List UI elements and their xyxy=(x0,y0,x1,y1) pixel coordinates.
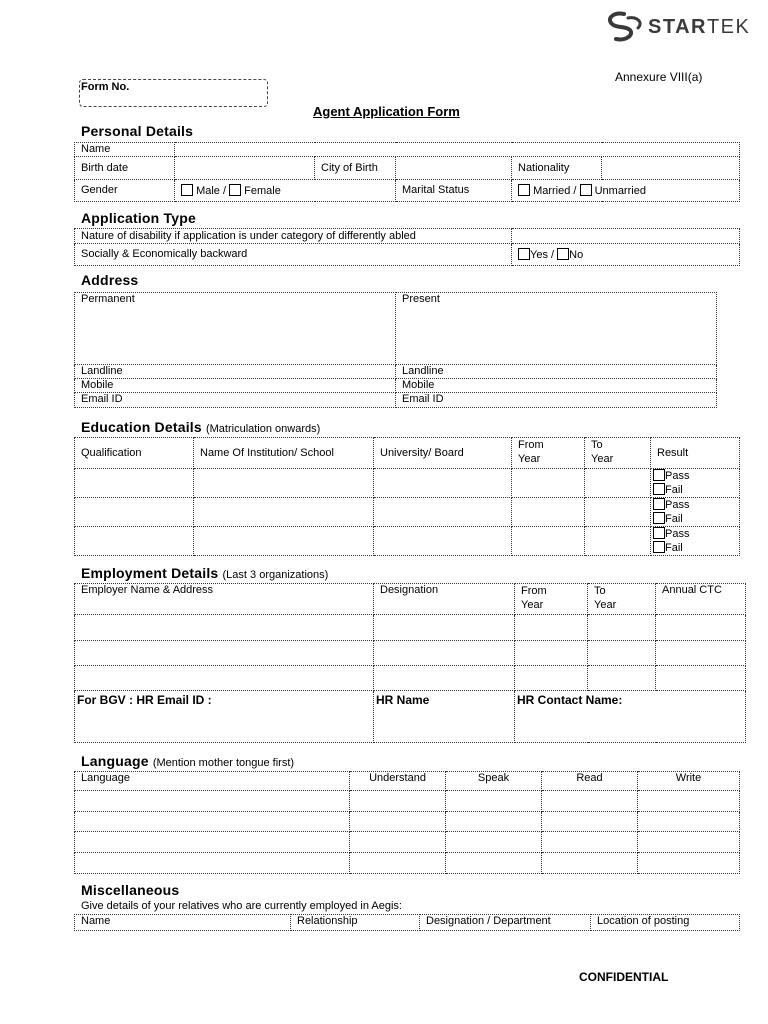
present-landline-field[interactable] xyxy=(396,365,717,379)
birth-date-field[interactable] xyxy=(175,157,315,180)
employment-subheading: (Last 3 organizations) xyxy=(222,569,329,581)
form-no-box[interactable] xyxy=(79,79,268,107)
yes-checkbox[interactable] xyxy=(518,248,530,260)
birth-date-label: Birth date xyxy=(75,157,175,180)
pass-checkbox[interactable] xyxy=(653,469,665,481)
col-name: Name xyxy=(75,915,291,931)
language-row xyxy=(75,791,740,812)
application-type-table xyxy=(74,228,740,266)
relatives-note: Give details of your relatives who are currently employed in Aegis: xyxy=(81,900,402,912)
present-mobile-field[interactable] xyxy=(396,379,717,393)
unmarried-label: Unmarried xyxy=(594,184,646,197)
employment-table xyxy=(74,583,746,743)
hr-email-field[interactable] xyxy=(75,691,374,743)
mobile-label: Mobile xyxy=(402,379,435,391)
startek-logo xyxy=(604,8,750,44)
yes-label: Yes / xyxy=(530,248,555,261)
language-row xyxy=(75,853,740,874)
mobile-label: Mobile xyxy=(81,379,114,391)
name-label: Name xyxy=(75,143,175,157)
personal-details-table xyxy=(74,142,740,202)
male-checkbox[interactable] xyxy=(181,184,193,196)
city-of-birth-label: City of Birth xyxy=(315,157,396,180)
permanent-address-field[interactable] xyxy=(75,293,396,365)
col-university: University/ Board xyxy=(374,438,512,469)
address-heading: Address xyxy=(81,272,139,288)
present-label: Present xyxy=(402,293,440,305)
miscellaneous-heading: Miscellaneous xyxy=(81,882,180,898)
unmarried-checkbox[interactable] xyxy=(580,184,592,196)
name-field[interactable] xyxy=(175,143,740,157)
col-write: Write xyxy=(638,772,740,791)
nationality-field[interactable] xyxy=(602,157,740,180)
employment-heading xyxy=(81,565,328,581)
col-relationship: Relationship xyxy=(291,915,420,931)
no-label: No xyxy=(569,248,584,261)
gender-label: Gender xyxy=(75,180,175,202)
gender-options xyxy=(175,180,396,202)
female-checkbox[interactable] xyxy=(229,184,241,196)
fail-checkbox[interactable] xyxy=(653,512,665,524)
pass-checkbox[interactable] xyxy=(653,527,665,539)
col-understand: Understand xyxy=(350,772,446,791)
backward-label: Socially & Economically backward xyxy=(75,244,512,266)
form-title: Agent Application Form xyxy=(313,104,460,119)
col-speak: Speak xyxy=(446,772,542,791)
fail-checkbox[interactable] xyxy=(653,541,665,553)
permanent-landline-field[interactable] xyxy=(75,365,396,379)
language-heading-text: Language xyxy=(81,753,149,769)
col-to-year: To Year xyxy=(588,584,656,615)
permanent-email-field[interactable] xyxy=(75,393,396,408)
married-checkbox[interactable] xyxy=(518,184,530,196)
permanent-label: Permanent xyxy=(81,293,135,305)
col-institution: Name Of Institution/ School xyxy=(194,438,374,469)
employment-heading-text: Employment Details xyxy=(81,565,219,581)
annexure-label: Annexure VIII(a) xyxy=(615,70,703,84)
col-result: Result xyxy=(651,438,740,469)
landline-label: Landline xyxy=(402,365,444,377)
col-read: Read xyxy=(542,772,638,791)
hr-details-row xyxy=(75,691,746,743)
present-address-field[interactable] xyxy=(396,293,717,365)
col-designation-department: Designation / Department xyxy=(420,915,591,931)
language-table xyxy=(74,771,740,874)
education-heading-text: Education Details xyxy=(81,419,202,435)
female-label: Female xyxy=(244,184,281,197)
col-to-year: To Year xyxy=(585,438,651,469)
no-checkbox[interactable] xyxy=(557,248,569,260)
col-from-year: From Year xyxy=(512,438,585,469)
male-label: Male / xyxy=(196,184,227,197)
hr-contact-label: HR Contact Name: xyxy=(517,693,623,707)
permanent-mobile-field[interactable] xyxy=(75,379,396,393)
nationality-label: Nationality xyxy=(512,157,602,180)
col-from-year: From Year xyxy=(515,584,588,615)
form-no-label: Form No. xyxy=(81,81,130,93)
startek-swirl-icon xyxy=(604,8,648,44)
address-table xyxy=(74,292,717,408)
logo-text-star: STAR xyxy=(648,16,707,38)
hr-name-field[interactable] xyxy=(374,691,515,743)
hr-name-label: HR Name xyxy=(376,693,430,707)
col-language: Language xyxy=(75,772,350,791)
language-row xyxy=(75,832,740,853)
col-employer: Employer Name & Address xyxy=(75,584,374,615)
education-row xyxy=(75,498,740,527)
col-location-of-posting: Location of posting xyxy=(591,915,740,931)
personal-details-heading: Personal Details xyxy=(81,123,194,139)
result-options: Pass Fail xyxy=(651,498,740,527)
col-qualification: Qualification xyxy=(75,438,194,469)
application-type-heading: Application Type xyxy=(81,210,196,226)
education-subheading: (Matriculation onwards) xyxy=(205,423,321,435)
email-label: Email ID xyxy=(81,393,123,405)
marital-status-label: Marital Status xyxy=(396,180,512,202)
email-label: Email ID xyxy=(402,393,444,405)
language-subheading: (Mention mother tongue first) xyxy=(152,757,295,769)
disability-field[interactable] xyxy=(512,229,740,244)
education-row xyxy=(75,469,740,498)
result-options: Pass Fail xyxy=(651,469,740,498)
fail-checkbox[interactable] xyxy=(653,483,665,495)
employment-row xyxy=(75,666,746,691)
education-heading xyxy=(81,419,320,435)
employment-row xyxy=(75,615,746,641)
logo-text-tek: TEK xyxy=(706,16,751,38)
backward-options xyxy=(512,244,740,266)
language-heading xyxy=(81,753,294,769)
col-annual-ctc: Annual CTC xyxy=(656,584,746,615)
hr-contact-field[interactable] xyxy=(515,691,746,743)
employment-row xyxy=(75,641,746,666)
relatives-table xyxy=(74,914,740,931)
present-email-field[interactable] xyxy=(396,393,717,408)
col-designation: Designation xyxy=(374,584,515,615)
confidential-label: CONFIDENTIAL xyxy=(579,970,669,984)
language-row xyxy=(75,812,740,832)
city-of-birth-field[interactable] xyxy=(396,157,512,180)
pass-checkbox[interactable] xyxy=(653,498,665,510)
education-table xyxy=(74,437,740,556)
landline-label: Landline xyxy=(81,365,123,377)
result-options: Pass Fail xyxy=(651,527,740,556)
disability-label: Nature of disability if application is under category of differently abled xyxy=(75,229,512,244)
marital-options xyxy=(512,180,740,202)
education-row xyxy=(75,527,740,556)
bgv-hr-email-label: For BGV : HR Email ID : xyxy=(77,693,212,707)
married-label: Married / xyxy=(533,184,577,197)
